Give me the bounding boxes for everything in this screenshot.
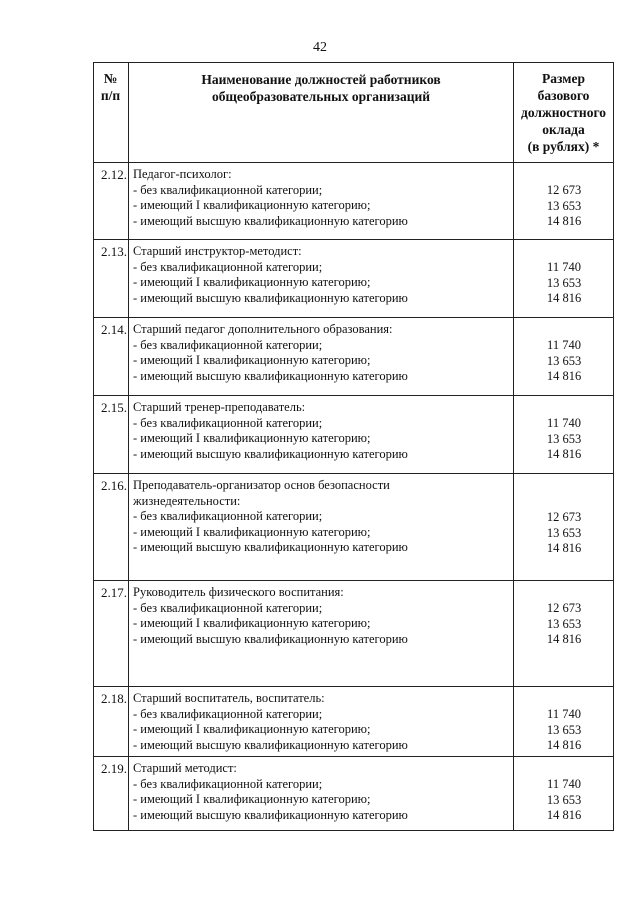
category-item: - без квалификационной категории;: [133, 337, 323, 352]
salary-value: 14 816: [546, 738, 582, 752]
header-line: должностного: [521, 105, 606, 120]
salary-cell: [514, 707, 614, 754]
category-item: - имеющий I квалификационную категорию;: [133, 792, 371, 806]
header-line: (в рублях) *: [527, 139, 600, 154]
row-number: 2.14.: [101, 322, 127, 337]
table-row: [93, 686, 614, 756]
salary-value: 14 816: [546, 808, 582, 822]
category-item: - без квалификационной категории;: [133, 600, 323, 615]
salary-value: 12 673: [546, 601, 582, 615]
category-item: - имеющий высшую квалификационную категорию: [133, 446, 408, 461]
category-item: - без квалификационной категории;: [133, 259, 323, 274]
category-item: - без квалификационной категории;: [133, 776, 323, 791]
row-number: 2.19.: [101, 761, 127, 776]
header-number-column: [93, 70, 128, 104]
category-item: - без квалификационной категории;: [133, 415, 323, 430]
table-row: [93, 239, 614, 317]
salary-value: 13 653: [546, 722, 582, 737]
position-cell: [133, 478, 511, 556]
position-title: Старший методист:: [133, 761, 237, 775]
header-line: базового: [537, 88, 590, 103]
table-row: [93, 580, 614, 686]
salary-value: 11 740: [547, 707, 581, 721]
row-number: 2.16.: [101, 478, 127, 493]
table-row: [93, 473, 614, 580]
header-position-column: [129, 71, 513, 105]
table-row: [93, 395, 614, 473]
category-item: - имеющий высшую квалификационную категорию: [133, 737, 408, 752]
salary-value: 14 816: [546, 214, 582, 228]
salary-value: 11 740: [547, 338, 581, 352]
category-item: - имеющий I квалификационную категорию;: [133, 722, 371, 736]
header-line: Размер: [542, 71, 585, 86]
position-title: Руководитель физического воспитания:: [133, 585, 344, 599]
row-number: 2.12.: [101, 167, 127, 182]
row-number: 2.17.: [101, 585, 127, 600]
table-border-top: [93, 62, 614, 63]
salary-value: 11 740: [547, 416, 581, 430]
header-line: оклада: [542, 122, 585, 137]
category-item: - имеющий I квалификационную категорию;: [133, 524, 371, 539]
salary-cell: [514, 416, 614, 463]
category-item: - имеющий высшую квалификационную категорию: [133, 631, 408, 646]
salary-value: 13 653: [546, 198, 582, 213]
header-line: Наименование должностей работников: [201, 72, 441, 87]
salary-cell: [514, 260, 614, 307]
salary-value: 14 816: [546, 632, 582, 646]
salary-cell: [514, 777, 614, 824]
salary-cell: [514, 601, 614, 648]
position-cell: [133, 322, 511, 384]
category-item: - имеющий высшую квалификационную категорию: [133, 213, 408, 228]
salary-value: 14 816: [546, 447, 582, 461]
salary-value: 13 653: [546, 353, 582, 368]
category-item: - имеющий I квалификационную категорию;: [133, 616, 371, 630]
salary-cell: [514, 183, 614, 230]
salary-value: 13 653: [546, 525, 582, 540]
salary-value: 14 816: [546, 369, 582, 383]
category-item: - имеющий высшую квалификационную категорию: [133, 290, 408, 305]
position-title: Старший инструктор-методист:: [133, 244, 302, 258]
category-item: - имеющий высшую квалификационную категорию: [133, 540, 408, 554]
salary-value: 14 816: [546, 291, 582, 305]
position-title: Старший тренер-преподаватель:: [133, 400, 306, 414]
page-number: 42: [313, 40, 327, 55]
table-row: [93, 756, 614, 830]
salary-value: 11 740: [547, 260, 581, 274]
position-cell: [133, 691, 511, 753]
position-title: жизнедеятельности:: [133, 493, 241, 508]
table-row: [93, 162, 614, 239]
row-divider: [93, 830, 614, 831]
salary-value: 11 740: [547, 777, 581, 791]
salary-cell: [514, 510, 614, 557]
position-title: Старший воспитатель, воспитатель:: [133, 691, 325, 705]
salary-value: 13 653: [546, 616, 582, 631]
header-salary-column: [513, 70, 614, 155]
position-title: Педагог-психолог:: [133, 167, 232, 181]
category-item: - имеющий I квалификационную категорию;: [133, 275, 371, 289]
row-number: 2.15.: [101, 400, 127, 415]
position-title: Старший педагог дополнительного образования:: [133, 322, 393, 336]
salary-value: 12 673: [546, 183, 582, 197]
row-number: 2.13.: [101, 244, 127, 259]
salary-value: 12 673: [546, 510, 582, 524]
header-line: п/п: [100, 88, 121, 103]
salary-table: [93, 62, 614, 830]
salary-value: 13 653: [546, 431, 582, 446]
salary-value: 13 653: [546, 275, 582, 290]
table-row: [93, 317, 614, 395]
position-cell: [133, 585, 511, 647]
row-number: 2.18.: [101, 691, 127, 706]
salary-value: 14 816: [546, 541, 582, 555]
category-item: - без квалификационной категории;: [133, 182, 323, 197]
category-item: - имеющий I квалификационную категорию;: [133, 198, 371, 212]
position-cell: [133, 400, 511, 462]
category-item: - без квалификационной категории;: [133, 706, 323, 721]
header-line: №: [103, 71, 118, 86]
position-title: Преподаватель-организатор основ безопасности: [133, 478, 390, 492]
salary-value: 13 653: [546, 792, 582, 807]
salary-cell: [514, 338, 614, 385]
position-cell: [133, 761, 511, 823]
position-cell: [133, 167, 511, 229]
header-line: общеобразовательных организаций: [211, 89, 431, 104]
category-item: - имеющий I квалификационную категорию;: [133, 431, 371, 445]
category-item: - имеющий высшую квалификационную категорию: [133, 807, 408, 822]
category-item: - без квалификационной категории;: [133, 509, 323, 523]
position-cell: [133, 244, 511, 306]
category-item: - имеющий высшую квалификационную категорию: [133, 368, 408, 383]
category-item: - имеющий I квалификационную категорию;: [133, 353, 371, 367]
